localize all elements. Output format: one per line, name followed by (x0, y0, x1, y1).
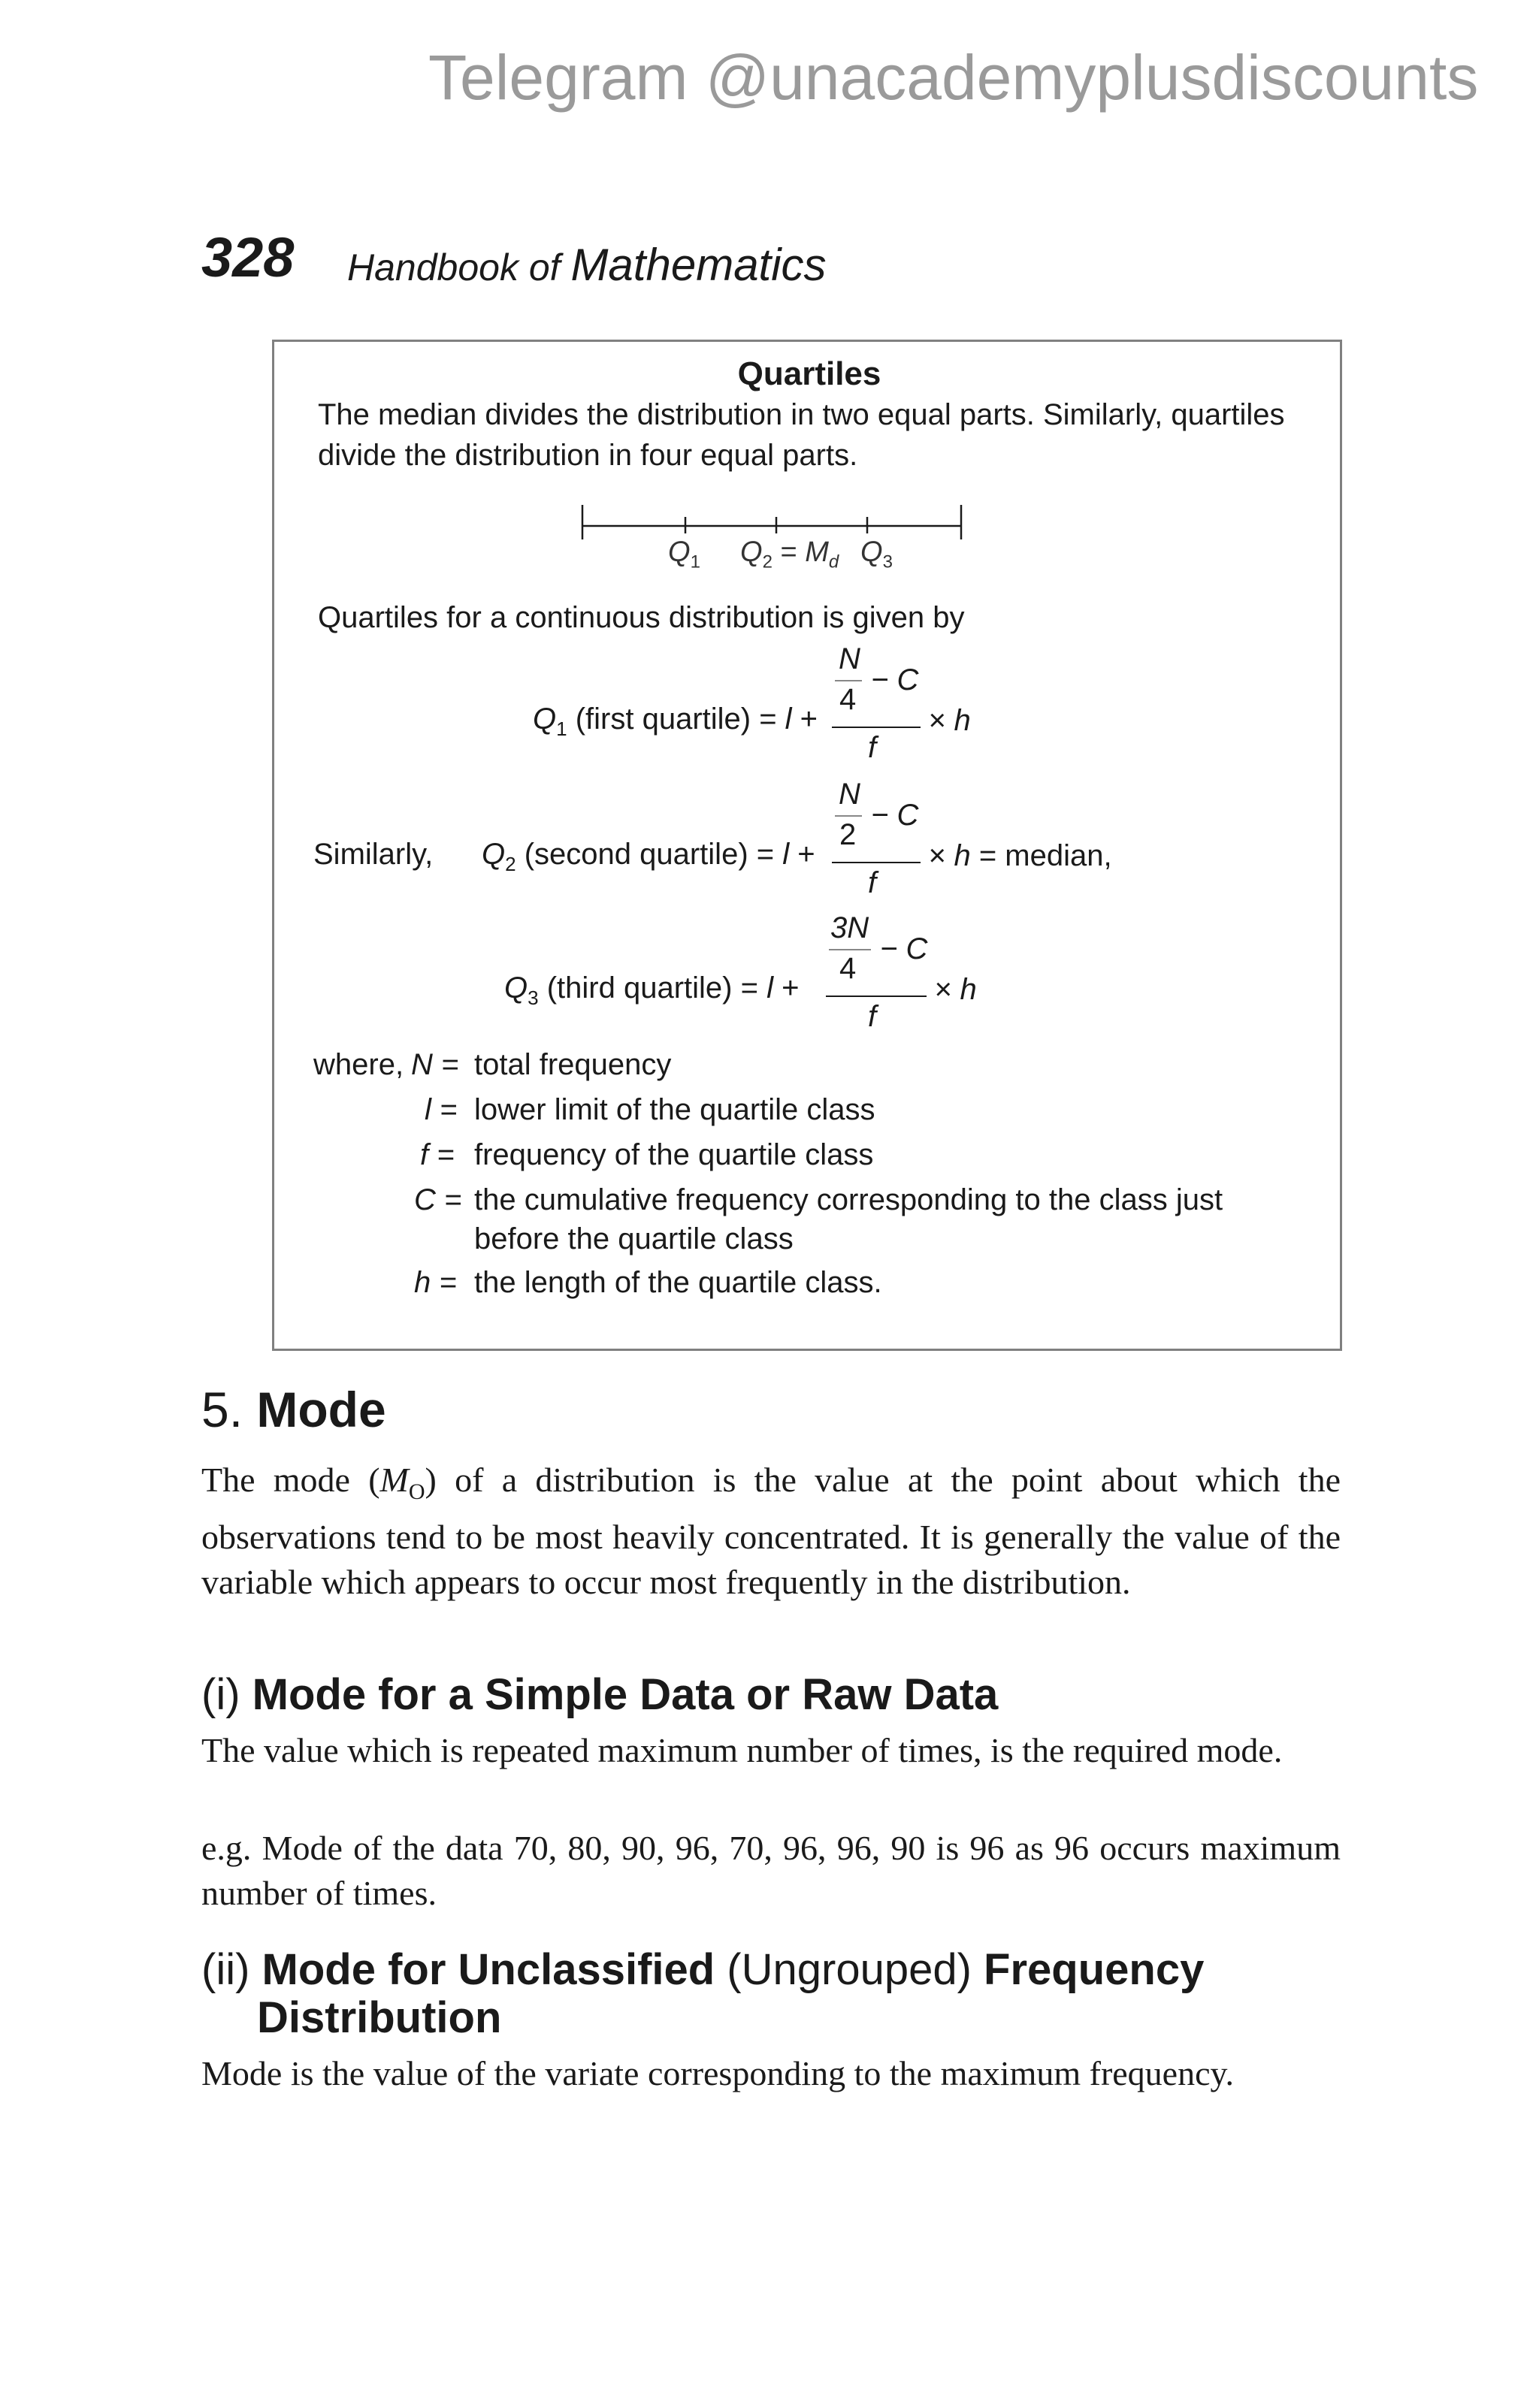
formula-q1-den: f (868, 731, 877, 764)
mode-heading: 5. Mode (201, 1382, 386, 1437)
formula-q3-den: f (868, 1000, 877, 1033)
q1-label: $Q_1$ (668, 536, 700, 573)
number-line-graphic (576, 496, 967, 541)
formula-q1 (274, 642, 1344, 770)
box-title: Quartiles (737, 355, 881, 392)
formula-q1-num-bot: 4 (839, 683, 857, 716)
quartiles-box: Quartiles The median divides the distribution in two equal parts. Similarly, quartiles divide the distribution in four equal parts. $Q_1$ $Q_2 = M_d$ $Q_3$ Quartiles for a continuous distribution is given by $Q_1$ (first quartile) = l + N 4 − C f × h Similarly, $Q_2$ (second quartile) = l + N 2 − C f × h = median, $Q_3$ (third quartile) = l + 3N 4 − C f × h where, N = total frequency l = lower limit of the quartile class f = frequency of the quartile class C = the cumulative frequency corresponding to the class just before the quartile class h = the length of the quartile class. (272, 340, 1342, 1351)
formula-q3-bar (826, 996, 927, 997)
book-title (347, 239, 827, 291)
book-title-prefix: Handbook of (347, 246, 561, 289)
subheading-unclassified: (ii) Mode for Unclassified (Ungrouped) Frequency Distribution (201, 1945, 1205, 2042)
box-intro (318, 394, 1285, 476)
box-intro-line1: The median divides the distribution in two equal parts. Similarly, quartiles (318, 398, 1285, 431)
given-by-text: Quartiles for a continuous distribution is given by (318, 601, 965, 634)
formula-q2-num-bot: 2 (839, 818, 857, 851)
formula-q1-bar (832, 727, 921, 728)
mode-paragraph: The mode $(M_O)$ of a distribution is the value at the point about which the observations tend to be most heavily concentrated. It is generally the value of the variable which appears to occur most frequently in the distribution. (201, 1461, 1341, 1602)
subheading-raw-data: (i) Mode for a Simple Data or Raw Data (201, 1670, 999, 1719)
formula-q1-minus-c: − C (871, 663, 919, 696)
box-intro-line2: divide the distribution in four equal parts. (318, 439, 858, 472)
formula-q2-bar (832, 862, 921, 863)
formula-q3 (274, 911, 1344, 1039)
formula-q3-minus-c: − C (880, 932, 928, 965)
formula-q3-times-h: × h (934, 973, 977, 1006)
formula-q2 (274, 778, 1344, 905)
formula-q2-den: f (868, 866, 877, 899)
formula-q1-lhs: $Q_1$ (first quartile) = l + (533, 702, 818, 740)
book-title-main: Mathematics (570, 240, 827, 290)
unclassified-paragraph: Mode is the value of the variate corresponding to the maximum frequency. (201, 2054, 1235, 2092)
formula-q2-num-top: N (839, 778, 860, 811)
q3-label: $Q_3$ (860, 536, 893, 573)
formula-q2-lhs: $Q_2$ (second quartile) = l + (482, 838, 815, 875)
formula-q1-num-top: N (839, 642, 860, 675)
similarly-text: Similarly, (313, 838, 434, 871)
formula-q3-num-bot: 4 (839, 952, 857, 985)
formula-q2-times-h: × h = median, (928, 839, 1112, 872)
q2-md-label: $Q_2 = M_d$ (740, 536, 839, 573)
formula-q3-lhs: $Q_3$ (third quartile) = l + (504, 971, 800, 1009)
raw-data-paragraph: The value which is repeated maximum number of times, is the required mode. (201, 1731, 1283, 1769)
watermark: Telegram @unacademyplusdiscounts (428, 42, 1479, 113)
formula-q2-minus-c: − C (871, 799, 919, 832)
page-number: 328 (201, 226, 295, 289)
formula-q3-num-top: 3N (830, 911, 869, 944)
raw-data-example: e.g. Mode of the data 70, 80, 90, 96, 70, 96, 96, 90 is 96 as 96 occurs maximum number of times. (201, 1829, 1341, 1912)
quartile-number-line (576, 496, 967, 579)
formula-q1-times-h: × h (928, 704, 971, 737)
